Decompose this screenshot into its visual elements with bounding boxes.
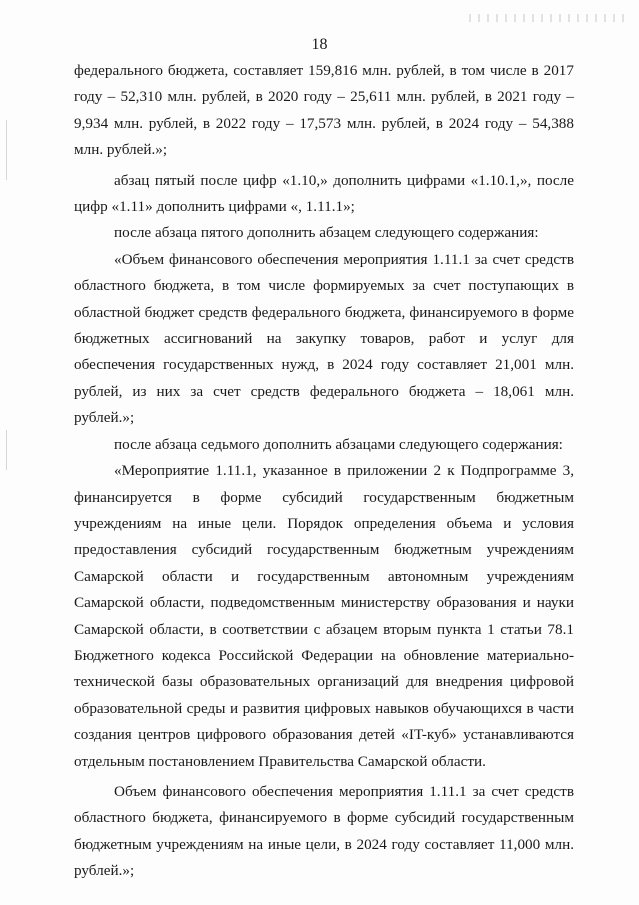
paragraph: «Мероприятие 1.11.1, указанное в приложении 2 к Подпрограмме 3, финансируется в форме субсидий государственным бюджетным учреждениям на иные цели. Порядок определения объема и условия предоставления субсидий государственным бюджетным учреждениям Самарской области и государственным автономным учреждениям Самарской области, подведомственным министерству образования и науки Самарской области, в соответствии с абзацем вторым пункта 1 статьи 78.1 Бюджетного кодекса Российской Федерации на обновление материально-технической базы образовательных организаций для внедрения цифровой образовательной среды и развития цифровых навыков обучающихся в части создания центров цифрового образования детей «IT-куб» устанавливаются отдельным постановлением Правительства Самарской области.: [74, 462, 574, 770]
page-number: 18: [311, 36, 328, 53]
scan-margin-mark: [6, 120, 7, 180]
paragraph-continuation: федерального бюджета, составляет 159,816 млн. рублей, в том числе в 2017 году – 52,310 млн. рублей, в 2020 году – 25,611 млн. рублей, в 2021 году – 9,934 млн. рублей, в 2022 году – 17,573 млн. рублей, в 2024 году – 54,388 млн. рублей.»;: [74, 62, 574, 159]
paragraph: Объем финансового обеспечения мероприятия 1.11.1 за счет средств областного бюджета, финансируемого в форме субсидий государственным бюджетным учреждениям на иные цели, в 2024 году составляет 11,000 млн. рублей.»;: [74, 782, 574, 880]
paragraph: «Объем финансового обеспечения мероприятия 1.11.1 за счет средств областного бюджета, в том числе формируемых за счет поступающих в областной бюджет средств федерального бюджета, финансируемого в форме бюджетных ассигнований на закупку товаров, работ и услуг для обеспечения государственных нужд, в 2024 году составляет 21,001 млн. рублей, из них за счет средств федерального бюджета – 18,061 млн. рублей.»;: [74, 250, 574, 427]
paragraph: после абзаца седьмого дополнить абзацами следующего содержания:: [114, 435, 563, 453]
scan-artifact: [469, 14, 629, 22]
scan-margin-mark: [6, 430, 7, 470]
document-body: [74, 58, 574, 885]
paragraph: абзац пятый после цифр «1.10,» дополнить цифрами «1.10.1,», после цифр «1.11» дополнить цифрами «, 1.11.1»;: [74, 171, 574, 216]
paragraph: после абзаца пятого дополнить абзацем следующего содержания:: [114, 224, 539, 242]
